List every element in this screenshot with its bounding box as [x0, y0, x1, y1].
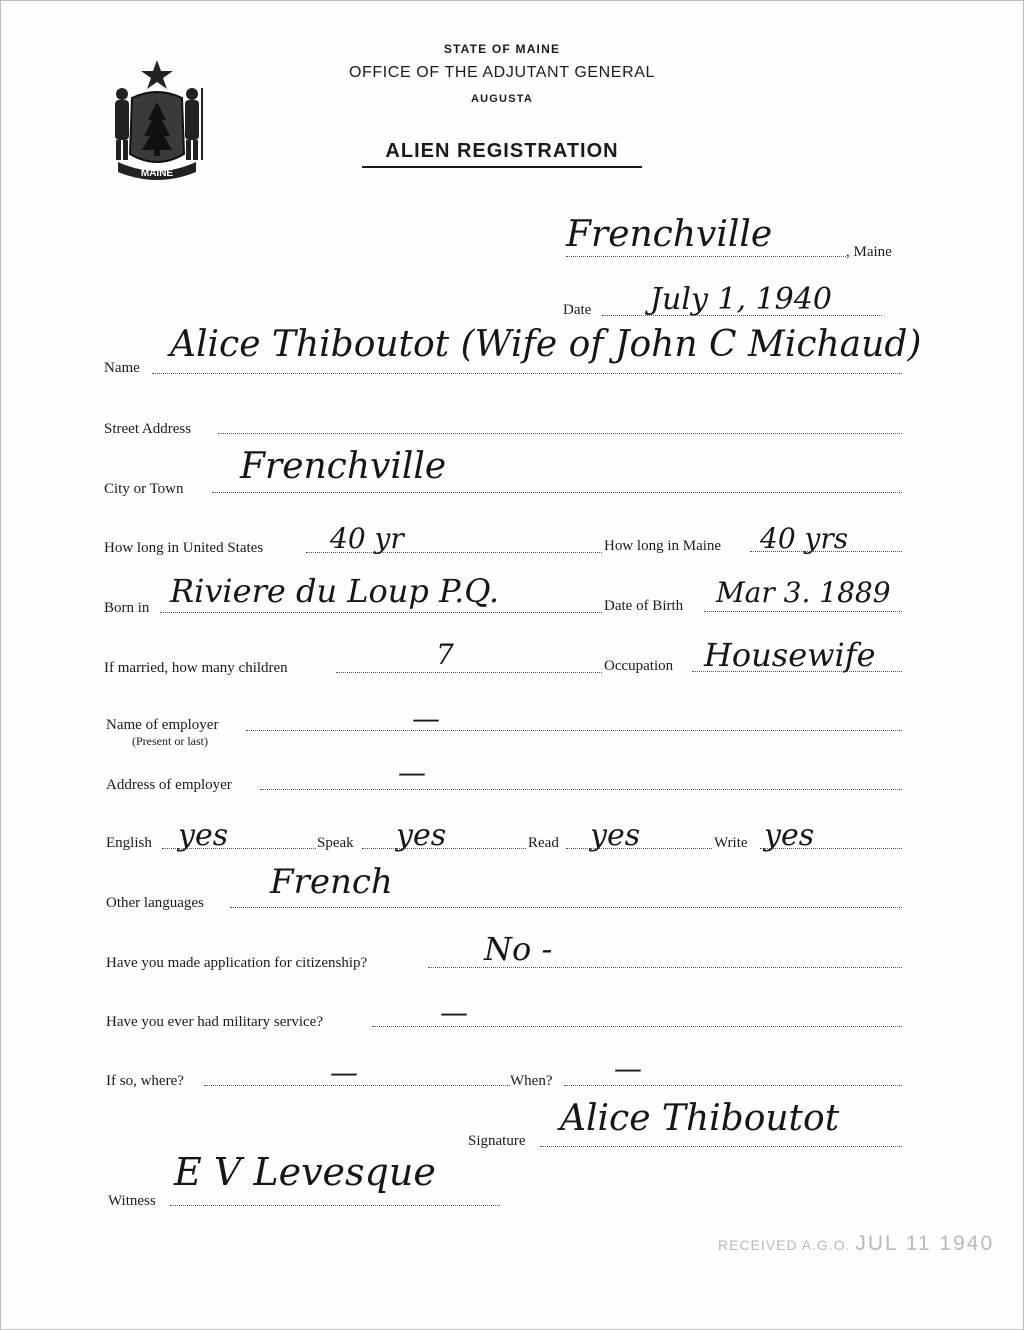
witness-value: E V Levesque — [174, 1150, 436, 1194]
name-label: Name — [104, 360, 140, 376]
occupation-label: Occupation — [604, 658, 674, 674]
title-underline — [362, 166, 642, 168]
header-office: OFFICE OF THE ADJUTANT GENERAL — [348, 64, 656, 81]
how-long-us-value: 40 yr — [330, 522, 404, 555]
how-long-maine-value: 40 yrs — [760, 522, 849, 555]
name-value: Alice Thiboutot (Wife of John C Michaud) — [170, 324, 922, 365]
military-service-label: Have you ever had military service? — [106, 1014, 323, 1030]
speak-label: Speak — [317, 835, 354, 851]
date-of-birth-dotted-line — [704, 611, 902, 612]
write-value: yes — [764, 818, 815, 853]
city-town-label: City or Town — [104, 481, 184, 497]
speak-value: yes — [396, 818, 447, 853]
write-label: Write — [714, 835, 748, 851]
witness-label: Witness — [108, 1193, 156, 1209]
place-dotted-line — [566, 256, 846, 257]
other-languages-label: Other languages — [106, 895, 204, 911]
form-title: ALIEN REGISTRATION — [385, 140, 619, 162]
children-dotted-line — [336, 672, 602, 673]
how-long-maine-label: How long in Maine — [604, 538, 722, 554]
employer-address-dotted-line — [260, 789, 902, 790]
city-town-dotted-line — [212, 492, 902, 493]
employer-name-sublabel: (Present or last) — [132, 734, 208, 748]
citizenship-value: No - — [484, 930, 553, 968]
employer-name-dotted-line — [246, 730, 902, 731]
received-stamp — [718, 1232, 994, 1256]
city-town-value: Frenchville — [240, 446, 447, 487]
born-in-dotted-line — [160, 612, 602, 613]
children-label: If married, how many children — [104, 660, 288, 676]
born-in-label: Born in — [104, 600, 150, 616]
stamp-date-text: JUL 11 1940 — [855, 1232, 995, 1255]
occupation-value: Housewife — [704, 636, 876, 674]
stamp-received-text: RECEIVED A.G.O. — [718, 1237, 851, 1253]
how-long-us-label: How long in United States — [104, 540, 264, 556]
date-of-birth-value: Mar 3. 1889 — [716, 576, 891, 609]
header-state: STATE OF MAINE — [443, 42, 561, 56]
date-value: July 1, 1940 — [650, 282, 832, 317]
when-value: — — [614, 1052, 642, 1085]
date-of-birth-label: Date of Birth — [604, 598, 684, 614]
seal-banner-text: MAINE — [140, 168, 174, 179]
witness-dotted-line — [170, 1205, 500, 1206]
employer-name-value: — — [412, 702, 440, 735]
citizenship-label: Have you made application for citizenship? — [106, 955, 368, 971]
place-value: Frenchville — [566, 214, 773, 255]
signature-label: Signature — [468, 1133, 526, 1149]
signature-value: Alice Thiboutot — [560, 1098, 840, 1139]
employer-name-label: Name of employer — [106, 717, 219, 733]
when-label: When? — [510, 1073, 553, 1089]
street-address-dotted-line — [218, 433, 902, 434]
read-label: Read — [528, 835, 559, 851]
english-value: yes — [178, 818, 229, 853]
maine-label: , Maine — [846, 244, 892, 260]
english-label: English — [106, 835, 152, 851]
header-city: AUGUSTA — [471, 93, 533, 105]
employer-address-label: Address of employer — [106, 777, 232, 793]
signature-dotted-line — [540, 1146, 902, 1147]
other-languages-value: French — [270, 862, 393, 902]
where-label: If so, where? — [106, 1073, 184, 1089]
date-label: Date — [563, 302, 592, 318]
street-address-label: Street Address — [104, 421, 192, 437]
military-service-value: — — [440, 996, 468, 1029]
other-languages-dotted-line — [230, 907, 902, 908]
employer-address-value: — — [398, 756, 426, 789]
born-in-value: Riviere du Loup P.Q. — [170, 572, 500, 610]
when-dotted-line — [564, 1085, 902, 1086]
where-value: — — [330, 1056, 358, 1089]
name-dotted-line — [152, 373, 902, 374]
read-value: yes — [590, 818, 641, 853]
children-value: 7 — [436, 638, 454, 671]
